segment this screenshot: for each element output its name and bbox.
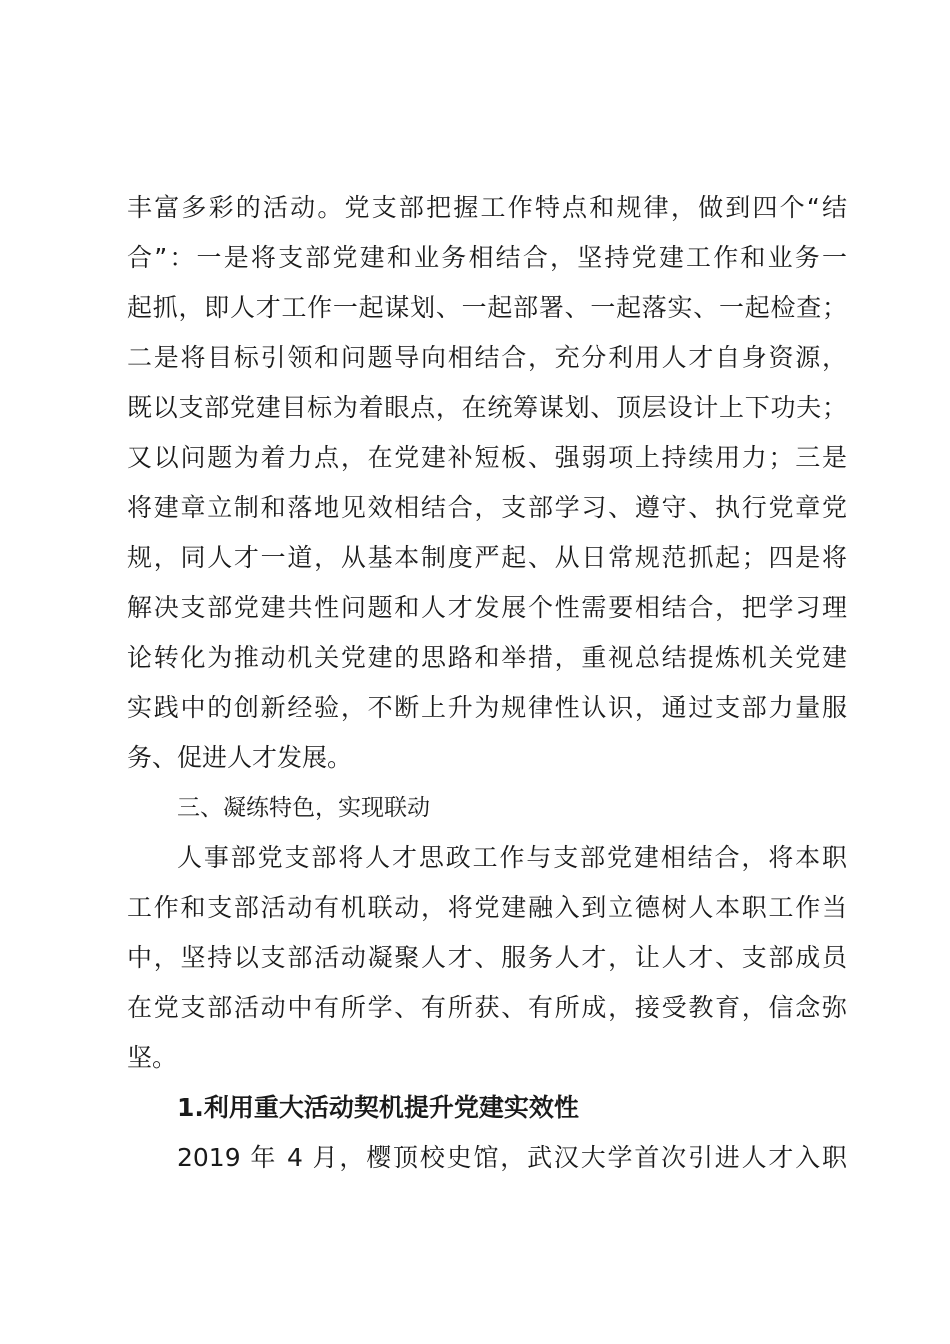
paragraph-linkage <box>127 833 847 1083</box>
text-line: 务、促进人才发展。 <box>127 743 353 772</box>
text-line: 将建章立制和落地见效相结合，支部学习、遵守、执行党章党 <box>127 493 847 522</box>
text-line: 起抓，即人才工作一起谋划、一起部署、一起落实、一起检查； <box>127 293 847 322</box>
document-body <box>127 183 847 1183</box>
text-line: 丰富多彩的活动。党支部把握工作特点和规律，做到四个“结 <box>127 193 847 222</box>
text-line: 在党支部活动中有所学、有所获、有所成，接受教育，信念弥 <box>127 993 847 1022</box>
text-line: 二是将目标引领和问题导向相结合，充分利用人才自身资源， <box>127 343 847 372</box>
subheading: 1.利用重大活动契机提升党建实效性 <box>177 1093 579 1122</box>
text-line: 人事部党支部将人才思政工作与支部党建相结合，将本职 <box>177 843 847 872</box>
text-line: 中，坚持以支部活动凝聚人才、服务人才，让人才、支部成员 <box>127 943 847 972</box>
text-line: 论转化为推动机关党建的思路和举措，重视总结提炼机关党建 <box>127 643 847 672</box>
paragraph-activities <box>127 183 847 783</box>
text-line: 合”：一是将支部党建和业务相结合，坚持党建工作和业务一 <box>127 243 847 272</box>
text-line: 又以问题为着力点，在党建补短板、强弱项上持续用力；三是 <box>127 443 847 472</box>
text-line: 坚。 <box>127 1043 178 1072</box>
text-line: 解决支部党建共性问题和人才发展个性需要相结合，把学习理 <box>127 593 847 622</box>
section-heading: 三、凝练特色，实现联动 <box>177 795 430 821</box>
paragraph-event <box>127 1133 847 1183</box>
text-line: 规，同人才一道，从基本制度严起、从日常规范抓起；四是将 <box>127 543 847 572</box>
text-line: 工作和支部活动有机联动，将党建融入到立德树人本职工作当 <box>127 893 847 922</box>
text-line: 实践中的创新经验，不断上升为规律性认识，通过支部力量服 <box>127 693 847 722</box>
text-line: 既以支部党建目标为着眼点，在统筹谋划、顶层设计上下功夫； <box>127 393 847 422</box>
text-line: 2019 年 4 月，樱顶校史馆，武汉大学首次引进人才入职 <box>177 1143 847 1172</box>
